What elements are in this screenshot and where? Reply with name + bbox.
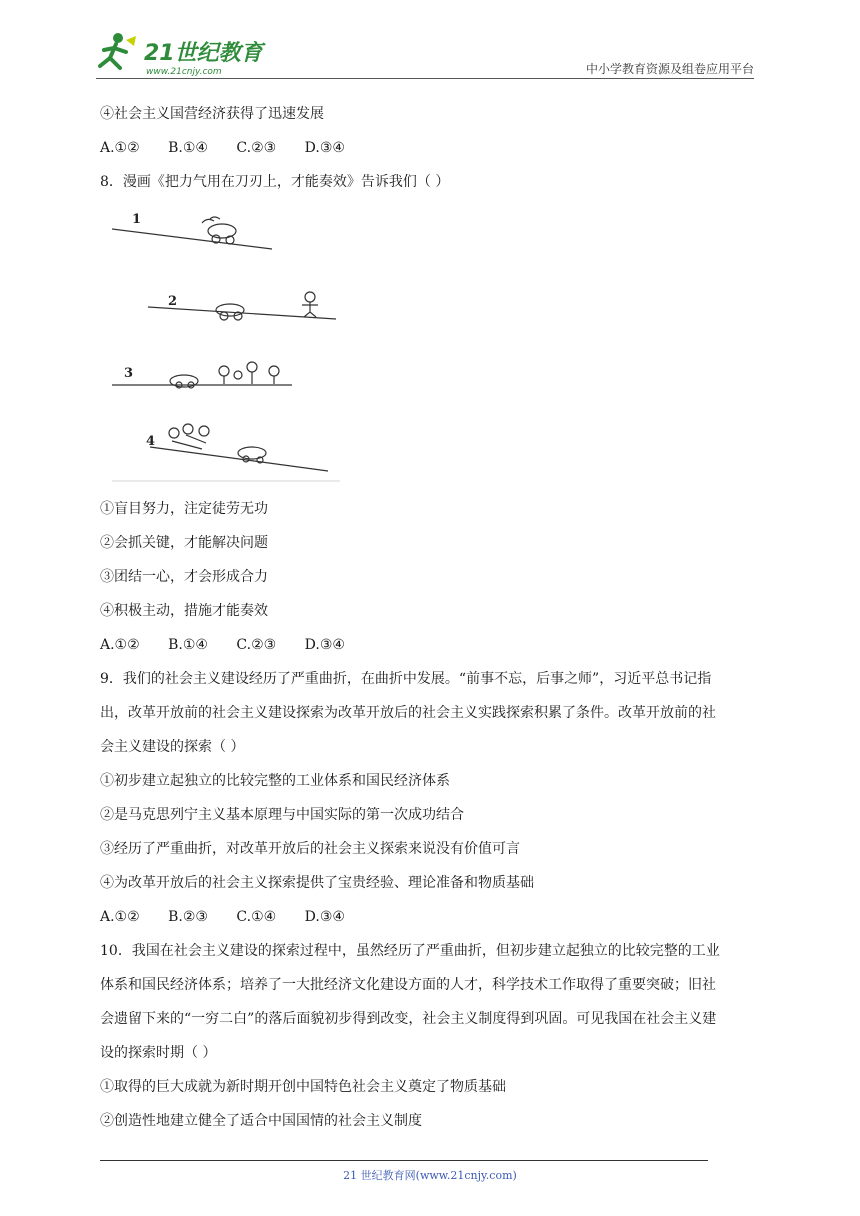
logo-url: www.21cnjy.com xyxy=(146,67,222,77)
q9-item-4: ④为改革开放后的社会主义探索提供了宝贵经验、理论准备和物质基础 xyxy=(100,875,534,891)
q7-option-d: D.③④ xyxy=(304,140,345,156)
comic-number-2: 2 xyxy=(168,294,178,309)
q8-item-1: ①盲目努力，注定徒劳无功 xyxy=(100,501,268,517)
q8-option-c: C.②③ xyxy=(236,637,277,653)
comic-number-1: 1 xyxy=(132,212,142,227)
q10-item-1: ①取得的巨大成就为新时期开创中国特色社会主义奠定了物质基础 xyxy=(100,1079,506,1095)
q9-option-d: D.③④ xyxy=(304,909,345,925)
q7-item-4: ④社会主义国营经济获得了迅速发展 xyxy=(100,106,324,122)
q9-stem-line-1: 9．我们的社会主义建设经历了严重曲折，在曲折中发展。“前事不忘，后事之师”，习近平总书记指 xyxy=(100,671,712,687)
q9-item-3: ③经历了严重曲折，对改革开放后的社会主义探索来说没有价值可言 xyxy=(100,841,520,857)
q8-option-d: D.③④ xyxy=(304,637,345,653)
runner-icon xyxy=(100,33,136,68)
q10-stem-line-4: 设的探索时期（ ） xyxy=(100,1045,217,1061)
q7-option-b: B.①④ xyxy=(168,140,208,156)
q8-option-b: B.①④ xyxy=(168,637,208,653)
logo xyxy=(96,30,266,80)
q8-item-3: ③团结一心，才会形成合力 xyxy=(100,569,268,585)
platform-title: 中小学教育资源及组卷应用平台 xyxy=(585,62,754,76)
q8-options xyxy=(100,635,369,655)
q9-option-c: C.①④ xyxy=(236,909,277,925)
header-divider xyxy=(96,78,754,79)
q7-option-a: A.①② xyxy=(100,140,140,156)
q9-options xyxy=(100,907,369,927)
q9-option-a: A.①② xyxy=(100,909,140,925)
logo-text: 21世纪教育 xyxy=(144,41,263,66)
q10-stem-line-2: 体系和国民经济体系；培养了一大批经济文化建设方面的人才，科学技术工作取得了重要突破；旧社 xyxy=(100,977,716,993)
q9-item-2: ②是马克思列宁主义基本原理与中国实际的第一次成功结合 xyxy=(100,807,464,823)
q9-item-1: ①初步建立起独立的比较完整的工业体系和国民经济体系 xyxy=(100,773,450,789)
q9-option-b: B.②③ xyxy=(168,909,208,925)
q10-item-2: ②创造性地建立健全了适合中国国情的社会主义制度 xyxy=(100,1113,422,1129)
page-footer[interactable]: 21 世纪教育网(www.21cnjy.com) xyxy=(343,1169,517,1182)
q10-stem-line-1: 10．我国在社会主义建设的探索过程中，虽然经历了严重曲折，但初步建立起独立的比较完整的工业 xyxy=(100,943,720,959)
footer-divider xyxy=(100,1160,708,1161)
comic-illustration xyxy=(112,205,342,485)
q7-option-c: C.②③ xyxy=(236,140,277,156)
page-header xyxy=(0,0,860,90)
comic-number-4: 4 xyxy=(146,434,156,449)
comic-number-3: 3 xyxy=(124,366,134,381)
q8-option-a: A.①② xyxy=(100,637,140,653)
q7-options xyxy=(100,138,369,158)
q8-item-2: ②会抓关键，才能解决问题 xyxy=(100,535,268,551)
q10-stem-line-3: 会遗留下来的“一穷二白”的落后面貌初步得到改变，社会主义制度得到巩固。可见我国在社会主义建 xyxy=(100,1011,717,1027)
q9-stem-line-2: 出，改革开放前的社会主义建设探索为改革开放后的社会主义实践探索积累了条件。改革开放前的社 xyxy=(100,705,716,721)
q8-stem: 8．漫画《把力气用在刀刃上，才能奏效》告诉我们（ ） xyxy=(100,174,450,190)
q8-item-4: ④积极主动，措施才能奏效 xyxy=(100,603,268,619)
q9-stem-line-3: 会主义建设的探索（ ） xyxy=(100,739,245,755)
